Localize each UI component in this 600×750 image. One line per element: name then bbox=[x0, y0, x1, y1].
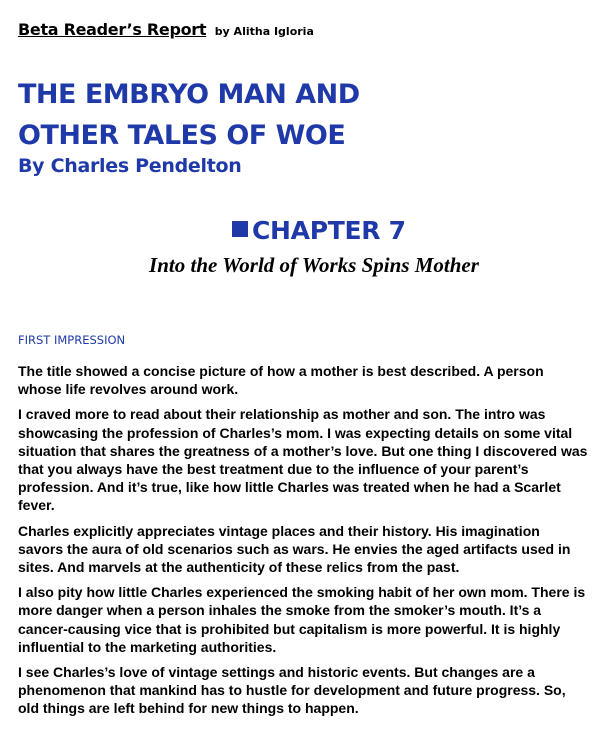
section-label: FIRST IMPRESSION bbox=[18, 333, 126, 347]
report-header bbox=[18, 20, 314, 40]
report-author: by Alitha Igloria bbox=[214, 25, 314, 38]
book-title-line: OTHER TALES OF WOE bbox=[18, 120, 346, 151]
chapter-subtitle: Into the World of Works Spins Mother bbox=[149, 253, 479, 277]
report-title: Beta Reader’s Report bbox=[18, 20, 207, 39]
chapter-heading-text: CHAPTER 7 bbox=[252, 216, 406, 245]
paragraph: Charles explicitly appreciates vintage places and their history. His imagination savors the aura of old scenarios such as wars. He envies the aged artifacts used in sites. And marvels at the authenticity of these relics from the past. bbox=[18, 522, 571, 576]
chapter-heading bbox=[232, 216, 406, 245]
book-author: By Charles Pendelton bbox=[18, 155, 242, 177]
paragraph: I craved more to read about their relationship as mother and son. The intro was showcasing the profession of Charles’s mom. I was expecting details on some vital situation that shares the greatness of a mother’s love. But one thing I discovered was that you always have the best treatment due to the influence of your parent’s profession. And it’s true, like how little Charles was treated when he had a Scarlet fever. bbox=[18, 406, 588, 514]
square-bullet-icon bbox=[232, 221, 248, 237]
paragraph: I also pity how little Charles experienced the smoking habit of her own mom. There is more danger when a person inhales the smoke from the smoker’s mouth. It’s a cancer-causing vice that is prohibited but capitalism is more powerful. It is highly influential to the marketing authorities. bbox=[18, 584, 586, 655]
book-title-line: THE EMBRYO MAN AND bbox=[18, 79, 360, 110]
paragraph: I see Charles’s love of vintage settings and historic events. But changes are a phenomenon that mankind has to hustle for development and future progress. So, old things are left behind for new things to happen. bbox=[18, 664, 566, 717]
body-text bbox=[18, 362, 588, 725]
book-title bbox=[18, 74, 360, 156]
paragraph: The title showed a concise picture of how a mother is best described. A person whose life revolves around work. bbox=[18, 363, 544, 398]
